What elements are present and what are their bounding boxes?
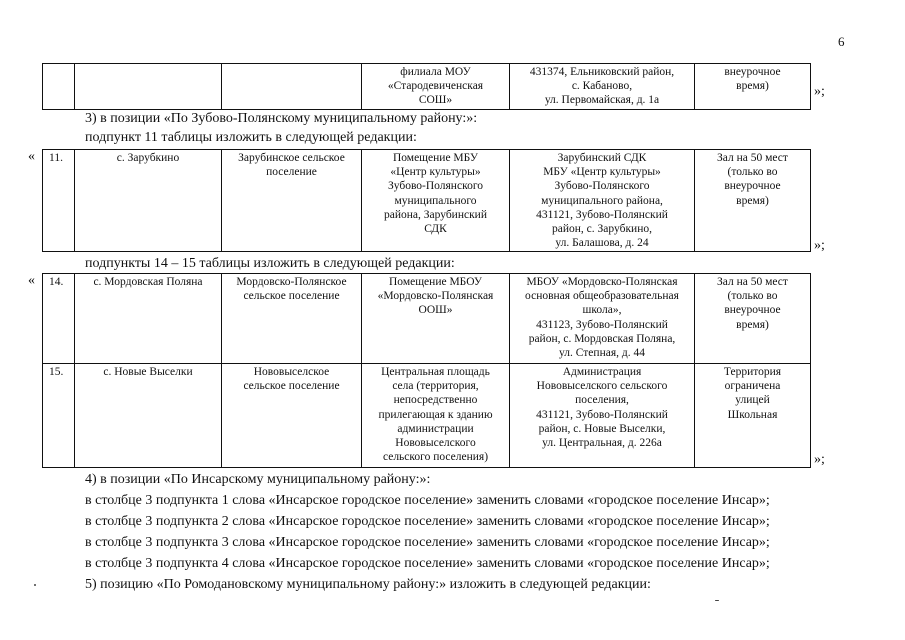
cell-line: район, с. Мордовская Поляна, (528, 332, 676, 345)
cell-line: сельского поселения) (382, 451, 489, 464)
paragraph: 5) позицию «По Ромодановскому муниципальному району:» изложить в следующей редакции: (85, 577, 651, 592)
cell-line: Зарубинское сельское (238, 152, 345, 164)
table-cell-settlement (222, 150, 362, 252)
cell-line: Зубово-Полянского (387, 180, 483, 193)
cell-line: внеурочное (724, 66, 781, 78)
paragraph: 3) в позиции «По Зубово-Полянскому муниципальному району:»: (85, 111, 478, 126)
table-cell-premises (362, 364, 510, 468)
cell-line: сельское поселение (243, 380, 340, 393)
table-fragment-top (42, 63, 811, 110)
cell-line: непосредственно (393, 394, 478, 407)
closing-quote: »; (814, 238, 825, 253)
table-row-11 (42, 149, 811, 252)
cell-line: время) (736, 318, 769, 331)
cell-line: Помещение МБОУ (388, 276, 483, 288)
cell-line: МБУ «Центр культуры» (543, 166, 661, 179)
table-cell-settlement (222, 364, 362, 468)
table-cell (222, 64, 362, 110)
cell-line: поселение (266, 166, 317, 179)
paragraph: подпункт 11 таблицы изложить в следующей редакции: (85, 130, 417, 145)
table-cell-time (695, 274, 811, 364)
closing-quote: »; (814, 452, 825, 467)
cell-line: Школьная (727, 408, 778, 421)
table-cell-number: 14. (43, 274, 75, 364)
cell-line: сельское поселение (243, 290, 340, 303)
table-cell-time (695, 364, 811, 468)
paragraph: в столбце 3 подпункта 1 слова «Инсарское городское поселение» заменить словами «городское поселение Инсар»; (85, 493, 770, 508)
cell-line: ул. Центральная, д. 226а (542, 437, 662, 450)
table-cell-locality: с. Зарубкино (75, 150, 222, 252)
cell-line: ул. Первомайская, д. 1а (544, 94, 660, 107)
opening-quote: « (28, 273, 35, 288)
cell-line: Зал на 50 мест (717, 276, 788, 288)
cell-line: «Центр культуры» (390, 166, 481, 179)
closing-quote: »; (814, 84, 825, 99)
table-cell-address (510, 274, 695, 364)
table-cell-settlement (222, 274, 362, 364)
table-row (43, 64, 811, 110)
table-cell-premises (362, 150, 510, 252)
cell-line: поселения, (575, 394, 629, 407)
cell-line: Нововыселского (395, 437, 476, 450)
cell-line: 431374, Ельниковский район, (529, 66, 675, 78)
cell-line: с. Кабаново, (571, 80, 633, 93)
opening-quote: « (28, 149, 35, 164)
cell-line: (только во (727, 290, 778, 303)
scan-speck (715, 600, 719, 601)
cell-line: «Мордовско-Полянская (377, 290, 494, 303)
table-row (43, 364, 811, 468)
cell-line: муниципального района, (541, 194, 663, 207)
cell-line: МБОУ «Мордовско-Полянская (526, 276, 678, 288)
cell-line: ООШ» (418, 304, 453, 317)
cell-line: (только во (727, 166, 778, 179)
cell-line: район, с. Зарубкино, (552, 223, 652, 236)
cell-line: филиала МОУ (400, 66, 471, 78)
cell-line: ул. Балашова, д. 24 (555, 237, 649, 250)
cell-line: муниципального (394, 194, 477, 207)
cell-line: Нововыселского сельского (536, 380, 668, 393)
cell-line: район, с. Новые Выселки, (538, 422, 666, 435)
cell-line: прилегающая к зданию (378, 408, 493, 421)
cell-line: улицей (735, 394, 770, 407)
cell-line: время) (736, 80, 769, 93)
cell-line: Зубово-Полянского (554, 180, 650, 193)
cell-line: внеурочное (724, 180, 781, 193)
paragraph: в столбце 3 подпункта 4 слова «Инсарское городское поселение» заменить словами «городское поселение Инсар»; (85, 556, 770, 571)
cell-line: Территория (723, 366, 782, 378)
cell-line: Нововыселское (253, 366, 330, 378)
table-cell-premises (362, 64, 510, 110)
cell-line: ул. Степная, д. 44 (559, 347, 645, 360)
cell-line: СДК (424, 223, 447, 236)
table-cell (43, 64, 75, 110)
table-cell-time (695, 64, 811, 110)
cell-line: Центральная площадь (381, 366, 490, 378)
table-rows-14-15 (42, 273, 811, 468)
cell-line: Помещение МБУ (392, 152, 479, 164)
cell-line: основная общеобразовательная (525, 290, 679, 303)
paragraph: в столбце 3 подпункта 2 слова «Инсарское городское поселение» заменить словами «городское поселение Инсар»; (85, 514, 770, 529)
cell-line: 431121, Зубово-Полянский (536, 208, 668, 221)
cell-line: 431121, Зубово-Полянский (536, 408, 668, 421)
cell-line: Зарубинский СДК (557, 152, 647, 164)
cell-line: Мордовско-Полянское (236, 276, 347, 288)
table-cell-address (510, 64, 695, 110)
table-cell-number: 11. (43, 150, 75, 252)
table-cell-premises (362, 274, 510, 364)
scan-speck (34, 584, 36, 586)
table-row (43, 274, 811, 364)
table-cell (75, 64, 222, 110)
table-cell-address (510, 150, 695, 252)
paragraph: в столбце 3 подпункта 3 слова «Инсарское городское поселение» заменить словами «городское поселение Инсар»; (85, 535, 770, 550)
cell-line: ограничена (724, 380, 781, 393)
table-cell-number: 15. (43, 364, 75, 468)
cell-line: администрации (397, 422, 474, 435)
cell-line: время) (736, 194, 769, 207)
table-cell-locality: с. Новые Выселки (75, 364, 222, 468)
table-cell-locality: с. Мордовская Поляна (75, 274, 222, 364)
cell-line: СОШ» (418, 94, 453, 107)
cell-line: «Стародевиченская (387, 80, 484, 93)
cell-line: Зал на 50 мест (717, 152, 788, 164)
cell-line: 431123, Зубово-Полянский (536, 318, 668, 331)
cell-line: района, Зарубинский (384, 208, 487, 221)
paragraph: 4) в позиции «По Инсарскому муниципальному району:»: (85, 472, 431, 487)
paragraph: подпункты 14 – 15 таблицы изложить в следующей редакции: (85, 256, 455, 271)
cell-line: школа», (582, 304, 622, 317)
table-cell-time (695, 150, 811, 252)
table-row (43, 150, 811, 252)
page-number: 6 (838, 34, 845, 49)
table-cell-address (510, 364, 695, 468)
cell-line: внеурочное (724, 304, 781, 317)
cell-line: села (территория, (392, 380, 479, 393)
cell-line: Администрация (562, 366, 642, 378)
